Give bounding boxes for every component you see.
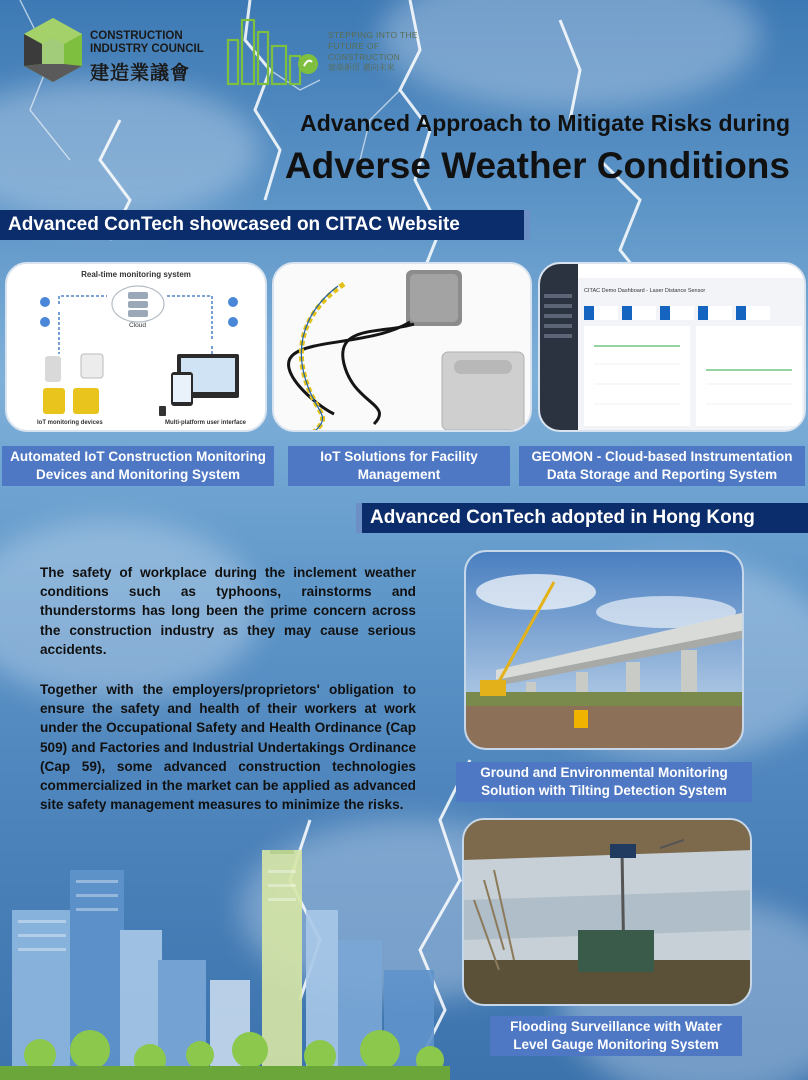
- title-line-2: Adverse Weather Conditions: [284, 145, 790, 186]
- city-skyline-illustration: [0, 850, 450, 1080]
- section-heading-hong-kong: Advanced ConTech adopted in Hong Kong: [356, 503, 808, 533]
- cic-logo: [20, 16, 86, 86]
- card-geomon-dashboard: [538, 262, 806, 432]
- org-name-chinese: 建造業議會: [90, 62, 191, 84]
- ui-label: Multi-platform user interface: [165, 420, 247, 426]
- tagline-english: STEPPING INTO THE FUTURE OF CONSTRUCTION: [328, 30, 418, 62]
- org-name-english: CONSTRUCTION INDUSTRY COUNCIL: [90, 30, 204, 55]
- devices-label: IoT monitoring devices: [37, 420, 103, 426]
- caption-ground-monitoring: Ground and Environmental Monitoring Solution with Tilting Detection System: [456, 762, 752, 802]
- leak-sensor-image: [274, 264, 532, 432]
- caption-geomon: GEOMON - Cloud-based Instrumentation Data Storage and Reporting System: [519, 446, 805, 486]
- dashboard-title: CITAC Demo Dashboard - Laser Distance Sensor: [584, 288, 706, 294]
- photo-flood-gauge: [462, 818, 752, 1006]
- title-line-1: Advanced Approach to Mitigate Risks during: [300, 110, 790, 136]
- caption-flooding-surveillance: Flooding Surveillance with Water Level Gauge Monitoring System: [490, 1016, 742, 1056]
- photo-bridge-monitoring: [464, 550, 744, 750]
- monitoring-system-diagram: [7, 264, 267, 432]
- bridge-construction-image: [466, 552, 744, 750]
- diagram-title: Real-time monitoring system: [81, 270, 191, 279]
- river-gauge-image: [464, 820, 752, 1006]
- caption-iot-facility: IoT Solutions for Facility Management: [288, 446, 510, 486]
- tagline-chinese: 建築新徑 邁向未來: [328, 63, 395, 72]
- cloud-label: Cloud: [129, 322, 146, 329]
- caption-iot-monitoring: Automated IoT Construction Monitoring Devices and Monitoring System: [2, 446, 274, 486]
- paragraph-safety-concern: The safety of workplace during the inclement weather conditions such as typhoons, rainstorms and thunderstorms has long been the prime concern across the construction industry as they may cause serious accidents.: [40, 565, 416, 657]
- card-iot-monitoring-diagram: [5, 262, 267, 432]
- section-heading-citac: Advanced ConTech showcased on CITAC Website: [0, 210, 530, 240]
- paragraph-obligations: Together with the employers/proprietors' obligation to ensure the safety and health of their workers at work under the Occupational Safety and Health Ordinance (Cap 509) and Factories and Industrial Undertakings Ordinance (Cap 59), some advanced construction technologies commercialized in the market can be applied as advanced site safety management measures to minimize the risks.: [40, 682, 416, 813]
- city-logo: [222, 12, 322, 88]
- card-iot-sensor-photo: [272, 262, 532, 432]
